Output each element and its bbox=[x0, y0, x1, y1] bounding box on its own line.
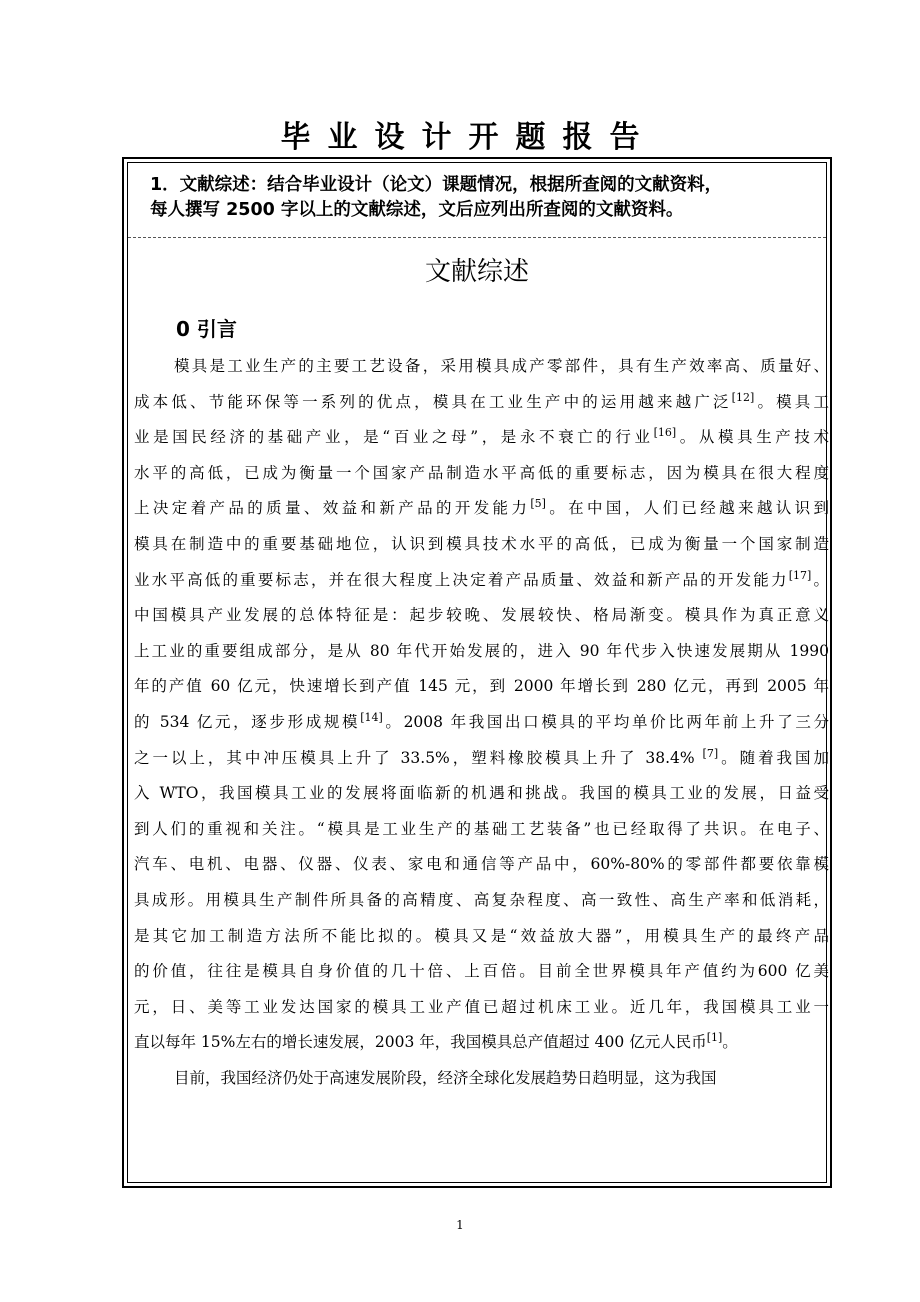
line-text-after-citation: 。随着我国加 bbox=[718, 748, 829, 767]
line-text: 汽车、电机、电器、仪器、仪表、家电和通信等产品中，60%-80%的零部件都要依靠模 bbox=[134, 855, 829, 874]
line-text-after-citation: 。模具工 bbox=[754, 392, 829, 411]
paragraph-line bbox=[134, 1061, 829, 1097]
line-text: 水平的高低，已成为衡量一个国家产品制造水平高低的重要标志，因为模具在很大程度 bbox=[134, 463, 829, 482]
paragraph-line bbox=[134, 812, 829, 848]
line-text: 的 534 亿元，逐步形成规模 bbox=[134, 712, 361, 731]
paragraph-line bbox=[134, 741, 829, 777]
dashed-divider bbox=[128, 237, 826, 238]
line-text: 到人们的重视和关注。“模具是工业生产的基础工艺装备”也已经取得了共识。在电子、 bbox=[134, 819, 829, 838]
instruction-line-1: 1．文献综述：结合毕业设计（论文）课题情况，根据所查阅的文献资料， bbox=[150, 175, 723, 195]
citation-ref: [1] bbox=[706, 1031, 723, 1045]
paragraph-line bbox=[134, 634, 829, 670]
instruction-line-2: 每人撰写 2500 字以上的文献综述，文后应列出所查阅的文献资料。 bbox=[150, 200, 684, 220]
paragraph-line bbox=[134, 847, 829, 883]
line-text: 之一以上，其中冲压模具上升了 33.5%，塑料橡胶模具上升了 38.4% bbox=[134, 748, 703, 767]
subheading-introduction: 0 引言 bbox=[176, 317, 237, 341]
line-text: 上工业的重要组成部分，是从 80 年代开始发展的，进入 90 年代步入快速发展期从 1990 bbox=[134, 641, 829, 660]
paragraph-line bbox=[134, 385, 829, 421]
body-text bbox=[134, 349, 829, 1096]
line-text: 是其它加工制造方法所不能比拟的。模具又是“效益放大器”，用模具生产的最终产品 bbox=[134, 926, 829, 945]
citation-ref: [12] bbox=[731, 390, 755, 404]
line-text: 直以每年 15%左右的增长速发展，2003 年，我国模具总产值超过 400 亿元人民币 bbox=[134, 1033, 707, 1052]
line-text: 业是国民经济的基础产业，是“百业之母”，是永不衰亡的行业 bbox=[134, 428, 654, 447]
citation-ref: [14] bbox=[360, 710, 383, 724]
citation-ref: [16] bbox=[653, 426, 677, 440]
paragraph-line bbox=[134, 527, 829, 563]
citation-ref: [5] bbox=[530, 497, 546, 511]
line-text: 模具在制造中的重要基础地位，认识到模具技术水平的高低，已成为衡量一个国家制造 bbox=[134, 534, 829, 553]
paragraph-line bbox=[134, 598, 829, 634]
line-text: 模具是工业生产的主要工艺设备，采用模具成产零部件，具有生产效率高、质量好、 bbox=[174, 357, 829, 375]
line-text: 目前，我国经济仍处于高速发展阶段，经济全球化发展趋势日趋明显，这为我国 bbox=[174, 1068, 717, 1087]
line-text: 具成形。用模具生产制件所具备的高精度、高复杂程度、高一致性、高生产率和低消耗， bbox=[134, 890, 829, 909]
paragraph-line bbox=[134, 349, 829, 385]
line-text-after-citation: 。在中国，人们已经越来越认识到 bbox=[545, 499, 829, 518]
line-text: 年的产值 60 亿元，快速增长到产值 145 元，到 2000 年增长到 280 亿元，再到 2005 年 bbox=[134, 677, 829, 696]
line-text: 元，日、美等工业发达国家的模具工业产值已超过机床工业。近几年，我国模具工业一 bbox=[134, 997, 829, 1016]
citation-ref: [17] bbox=[788, 568, 812, 582]
line-text: 业水平高低的重要标志，并在很大程度上决定着产品质量、效益和新产品的开发能力 bbox=[134, 570, 789, 589]
line-text: 成本低、节能环保等一系列的优点，模具在工业生产中的运用越来越广泛 bbox=[134, 392, 732, 411]
paragraph-line bbox=[134, 776, 829, 812]
line-text: 入 WTO，我国模具工业的发展将面临新的机遇和挑战。我国的模具工业的发展，日益受 bbox=[134, 784, 829, 803]
report-table bbox=[122, 157, 832, 1188]
paragraph-line bbox=[134, 954, 829, 990]
line-text: 上决定着产品的质量、效益和新产品的开发能力 bbox=[134, 499, 531, 518]
paragraph-line bbox=[134, 491, 829, 527]
paragraph-line bbox=[134, 563, 829, 599]
report-table-inner-border bbox=[127, 162, 827, 1183]
paragraph-line bbox=[134, 883, 829, 919]
paragraph-line bbox=[134, 919, 829, 955]
line-text-after-citation: 。从模具生产技术 bbox=[676, 428, 829, 447]
paragraph-line bbox=[134, 669, 829, 705]
page-number: 1 bbox=[456, 1218, 464, 1232]
line-text: 中国模具产业发展的总体特征是：起步较晚、发展较快、格局渐变。模具作为真正意义 bbox=[134, 606, 829, 625]
line-text-after-citation: 。 bbox=[722, 1033, 738, 1052]
paragraph-line bbox=[134, 456, 829, 492]
paragraph-line bbox=[134, 705, 829, 741]
line-text-after-citation: 。2008 年我国出口模具的平均单价比两年前上升了三分 bbox=[382, 712, 829, 731]
line-text-after-citation: 。 bbox=[811, 570, 829, 589]
section-title: 文献综述 bbox=[424, 257, 529, 287]
paragraph-line bbox=[134, 420, 829, 456]
line-text: 的价值，往往是模具自身价值的几十倍、上百倍。目前全世界模具年产值约为600 亿美 bbox=[134, 962, 829, 981]
citation-ref: [7] bbox=[702, 746, 719, 760]
paragraph-line bbox=[134, 1025, 829, 1061]
instruction-block bbox=[150, 173, 840, 223]
paragraph-line bbox=[134, 990, 829, 1026]
document-title: 毕业设计开题报告 bbox=[280, 120, 657, 155]
